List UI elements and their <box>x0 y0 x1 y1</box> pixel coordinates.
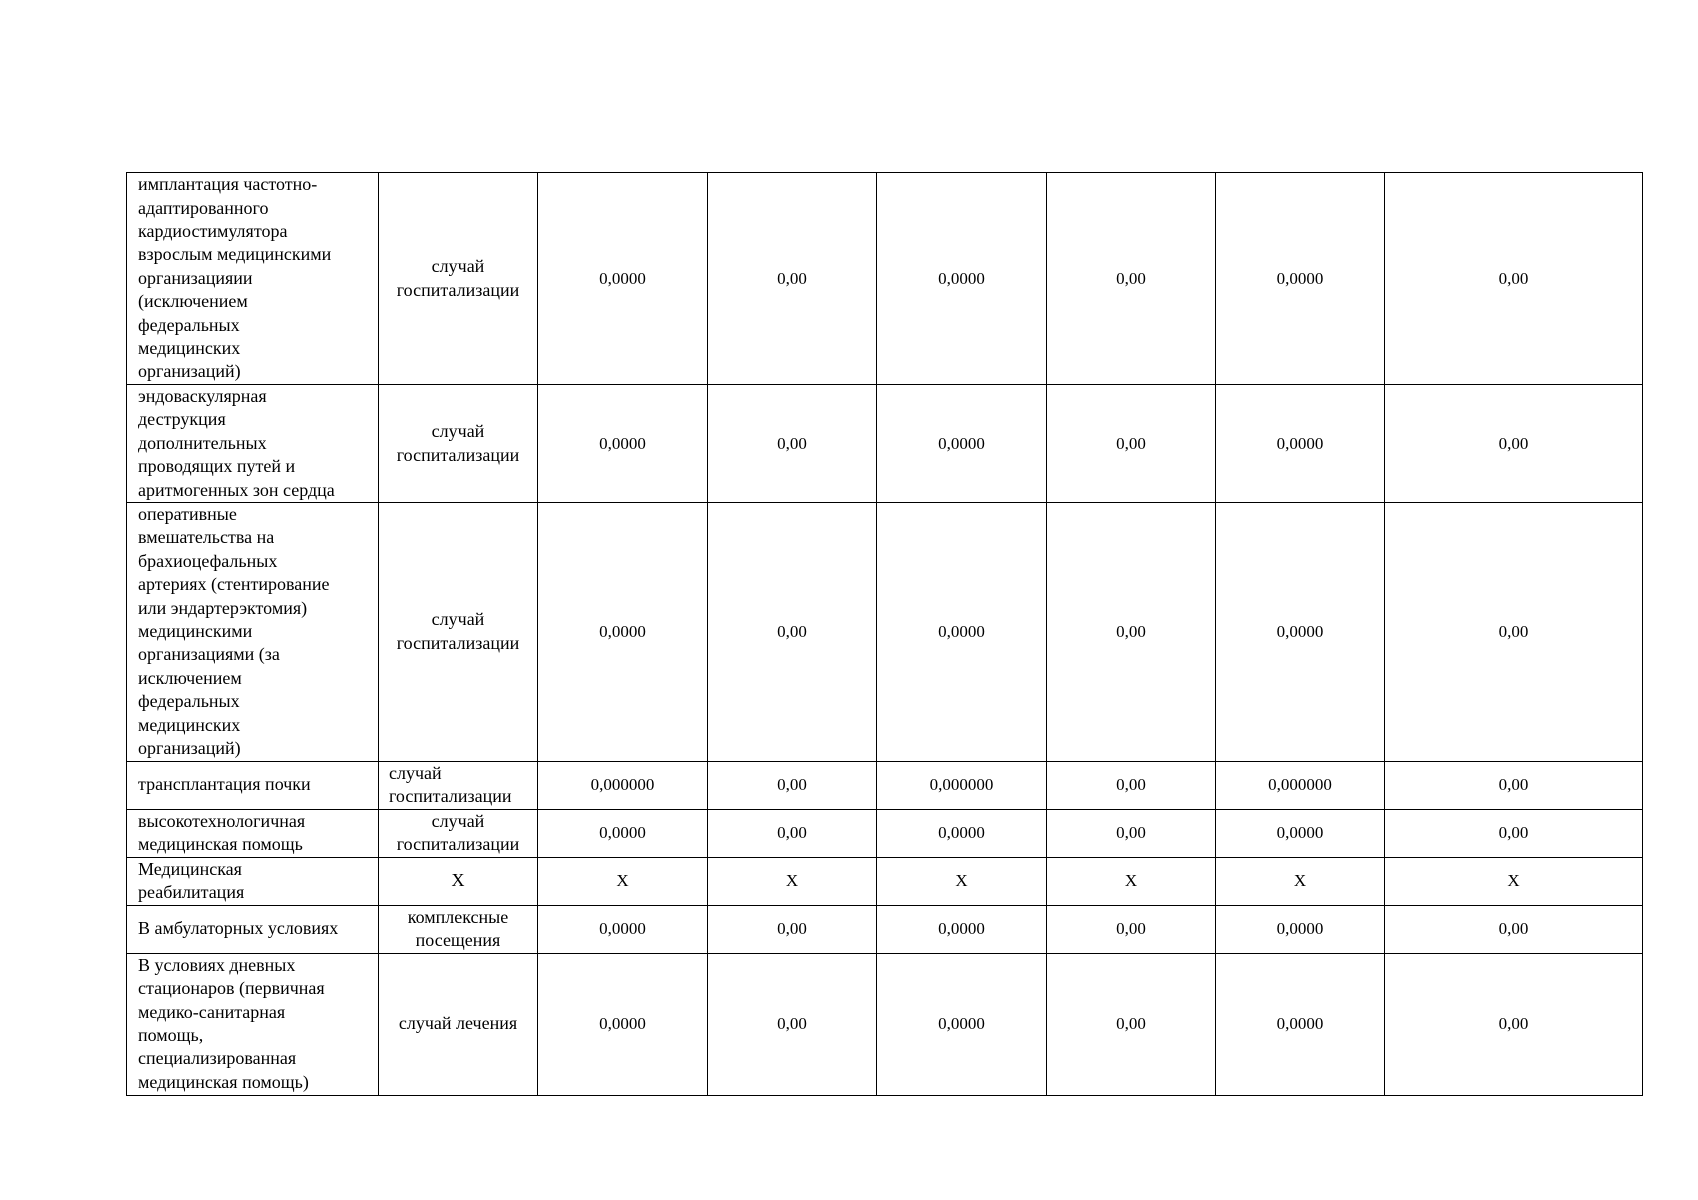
value-cell: 0,0000 <box>877 503 1047 761</box>
value-cell: X <box>877 857 1047 905</box>
unit-label: комплексные посещения <box>407 906 509 950</box>
value-cell: 0,00 <box>708 809 877 857</box>
row-name-cell <box>127 857 379 905</box>
table-row <box>127 857 1643 905</box>
unit-cell <box>379 385 538 503</box>
unit-cell <box>379 809 538 857</box>
unit-label: случай госпитализации <box>389 762 512 806</box>
value-cell: 0,0000 <box>1216 905 1385 953</box>
unit-label: случай госпитализации <box>396 256 520 300</box>
value-cell: X <box>538 857 708 905</box>
unit-label: X <box>451 870 465 891</box>
value-cell: X <box>708 857 877 905</box>
value-cell: 0,0000 <box>877 953 1047 1095</box>
row-name: В амбулаторных условиях <box>138 918 339 939</box>
value-cell: 0,000000 <box>877 761 1047 809</box>
row-name: имплантация частотно- адаптированного кардиостимулятора взрослым медицинскими организацияии (исключением федеральных медицинских организаций) <box>138 174 332 382</box>
unit-cell <box>379 857 538 905</box>
unit-label: случай лечения <box>398 1013 518 1034</box>
value-cell: 0,00 <box>1385 761 1643 809</box>
row-name: Медицинская реабилитация <box>138 858 245 902</box>
table-row <box>127 173 1643 385</box>
value-cell: 0,0000 <box>538 809 708 857</box>
row-name-cell <box>127 905 379 953</box>
row-name-cell <box>127 953 379 1095</box>
row-name-cell <box>127 385 379 503</box>
value-cell: 0,00 <box>1047 173 1216 385</box>
value-cell: 0,00 <box>1047 761 1216 809</box>
value-cell: 0,0000 <box>538 385 708 503</box>
norms-table <box>126 172 1643 1096</box>
value-cell: 0,00 <box>1385 503 1643 761</box>
table-row <box>127 761 1643 809</box>
value-cell: 0,0000 <box>1216 385 1385 503</box>
value-cell: 0,0000 <box>877 385 1047 503</box>
value-cell: 0,0000 <box>1216 953 1385 1095</box>
value-cell: 0,0000 <box>877 809 1047 857</box>
row-name: трансплантация почки <box>138 774 311 795</box>
value-cell: 0,0000 <box>538 905 708 953</box>
table-row <box>127 503 1643 761</box>
value-cell: 0,00 <box>1047 905 1216 953</box>
table-row <box>127 905 1643 953</box>
value-cell: X <box>1216 857 1385 905</box>
unit-cell <box>379 503 538 761</box>
value-cell: 0,00 <box>1385 385 1643 503</box>
row-name-cell <box>127 809 379 857</box>
value-cell: 0,00 <box>1385 809 1643 857</box>
value-cell: 0,000000 <box>538 761 708 809</box>
value-cell: 0,0000 <box>1216 809 1385 857</box>
value-cell: 0,00 <box>708 503 877 761</box>
row-name-cell <box>127 173 379 385</box>
value-cell: 0,0000 <box>1216 173 1385 385</box>
value-cell: 0,00 <box>1047 385 1216 503</box>
row-name: оперативные вмешательства на брахиоцефальных артериях (стентирование или эндартерэктомия) медицинскими организациями (за исключением федеральных медицинских организаций) <box>138 504 330 759</box>
table-row <box>127 385 1643 503</box>
value-cell: 0,00 <box>1047 503 1216 761</box>
row-name-cell <box>127 503 379 761</box>
row-name: эндоваскулярная деструкция дополнительных проводящих путей и аритмогенных зон сердца <box>138 386 335 500</box>
unit-cell <box>379 761 538 809</box>
unit-label: случай госпитализации <box>396 421 520 465</box>
value-cell: X <box>1385 857 1643 905</box>
value-cell: 0,0000 <box>538 503 708 761</box>
value-cell: 0,0000 <box>877 173 1047 385</box>
value-cell: 0,00 <box>708 761 877 809</box>
value-cell: X <box>1047 857 1216 905</box>
row-name: В условиях дневных стационаров (первичная медико-санитарная помощь, специализированная медицинская помощь) <box>138 954 325 1092</box>
value-cell: 0,00 <box>708 953 877 1095</box>
value-cell: 0,0000 <box>1216 503 1385 761</box>
unit-cell <box>379 905 538 953</box>
value-cell: 0,00 <box>1047 953 1216 1095</box>
row-name-cell <box>127 761 379 809</box>
value-cell: 0,00 <box>1385 173 1643 385</box>
unit-cell <box>379 953 538 1095</box>
value-cell: 0,000000 <box>1216 761 1385 809</box>
unit-label: случай госпитализации <box>396 810 520 854</box>
table-row <box>127 953 1643 1095</box>
value-cell: 0,00 <box>708 905 877 953</box>
value-cell: 0,0000 <box>538 953 708 1095</box>
row-name: высокотехнологичная медицинская помощь <box>138 810 306 854</box>
value-cell: 0,0000 <box>877 905 1047 953</box>
value-cell: 0,00 <box>1047 809 1216 857</box>
value-cell: 0,00 <box>1385 953 1643 1095</box>
value-cell: 0,00 <box>1385 905 1643 953</box>
unit-label: случай госпитализации <box>396 609 520 653</box>
value-cell: 0,00 <box>708 385 877 503</box>
value-cell: 0,00 <box>708 173 877 385</box>
value-cell: 0,0000 <box>538 173 708 385</box>
table-row <box>127 809 1643 857</box>
unit-cell <box>379 173 538 385</box>
